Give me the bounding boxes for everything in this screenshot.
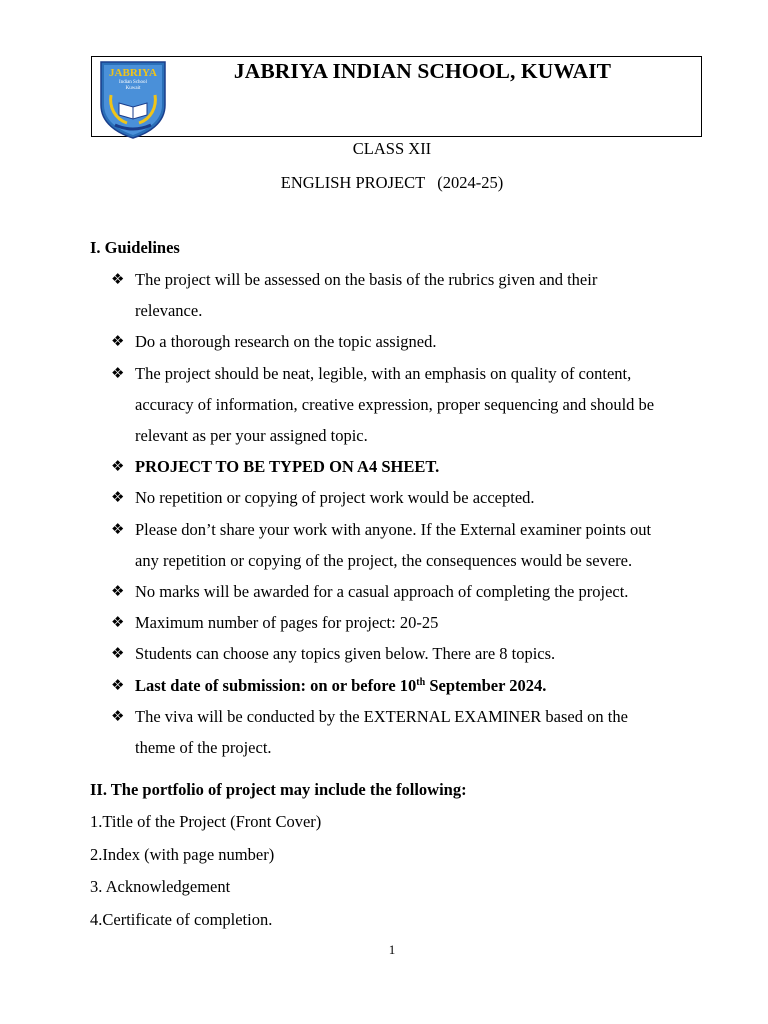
logo-location-text: Kuwait <box>125 86 141 91</box>
logo-title-text: JABRIYA <box>109 67 157 79</box>
diamond-bullet-icon: ❖ <box>111 488 125 507</box>
list-item-line: Do a thorough research on the topic assigned. <box>135 332 437 352</box>
list-item-line: PROJECT TO BE TYPED ON A4 SHEET. <box>135 457 440 477</box>
list-item: 3. Acknowledgement <box>90 877 231 897</box>
list-item <box>111 576 711 607</box>
project-title: ENGLISH PROJECT (2024-25) <box>280 173 504 192</box>
portfolio-heading: II. The portfolio of project may include the following: <box>90 780 467 799</box>
page-number: 1 <box>388 942 396 957</box>
list-item <box>111 482 711 513</box>
list-item <box>111 638 711 669</box>
list-item-line: Students can choose any topics given below. There are 8 topics. <box>135 644 556 664</box>
list-item <box>111 607 711 638</box>
diamond-bullet-icon: ❖ <box>111 270 125 288</box>
diamond-bullet-icon: ❖ <box>111 675 125 694</box>
diamond-bullet-icon: ❖ <box>111 644 125 663</box>
list-item-line: relevance. <box>135 301 203 321</box>
list-item-line: relevant as per your assigned topic. <box>135 426 368 446</box>
list-item <box>111 701 711 763</box>
list-item: 1.Title of the Project (Front Cover) <box>90 812 322 831</box>
diamond-bullet-icon: ❖ <box>111 332 125 351</box>
list-item <box>111 264 711 326</box>
list-item <box>111 358 711 452</box>
list-item-line: Maximum number of pages for project: 20-25 <box>135 613 439 633</box>
diamond-bullet-icon: ❖ <box>111 457 125 476</box>
diamond-bullet-icon: ❖ <box>111 519 125 538</box>
list-item-line: any repetition or copying of the project, the consequences would be severe. <box>135 550 633 570</box>
list-item <box>111 326 711 357</box>
list-item-line: theme of the project. <box>135 738 272 758</box>
portfolio-list <box>90 806 321 937</box>
diamond-bullet-icon: ❖ <box>111 582 125 601</box>
list-item-line: The project should be neat, legible, with an emphasis on quality of content, <box>135 363 632 383</box>
diamond-bullet-icon: ❖ <box>111 706 125 725</box>
list-item-line: accuracy of information, creative expression, proper sequencing and should be <box>135 394 655 414</box>
logo-subtitle-text: Indian School <box>119 80 147 85</box>
list-item-line: Please don’t share your work with anyone. If the External examiner points out <box>135 519 652 539</box>
guidelines-list <box>111 264 711 763</box>
list-item: 4.Certificate of completion. <box>90 910 273 930</box>
list-item <box>111 451 711 482</box>
header-box <box>91 56 702 137</box>
list-item-line: The project will be assessed on the basis of the rubrics given and their <box>135 270 598 289</box>
date-ordinal-suffix: th <box>416 676 426 688</box>
diamond-bullet-icon: ❖ <box>111 613 125 632</box>
school-name: JABRIYA INDIAN SCHOOL, KUWAIT <box>233 59 612 83</box>
class-title: CLASS XII <box>352 139 432 158</box>
guidelines-heading: I. Guidelines <box>90 238 180 257</box>
diamond-bullet-icon: ❖ <box>111 363 125 382</box>
list-item <box>111 514 711 576</box>
list-item-line: No marks will be awarded for a casual approach of completing the project. <box>135 582 629 602</box>
list-item <box>111 670 711 701</box>
list-item-line: No repetition or copying of project work would be accepted. <box>135 488 535 508</box>
list-item-line: The viva will be conducted by the EXTERNAL EXAMINER based on the <box>135 706 628 726</box>
submission-date-rest: September 2024. <box>425 675 547 695</box>
list-item: 2.Index (with page number) <box>90 844 275 864</box>
submission-date-text: Last date of submission: on or before 10 <box>135 675 417 695</box>
